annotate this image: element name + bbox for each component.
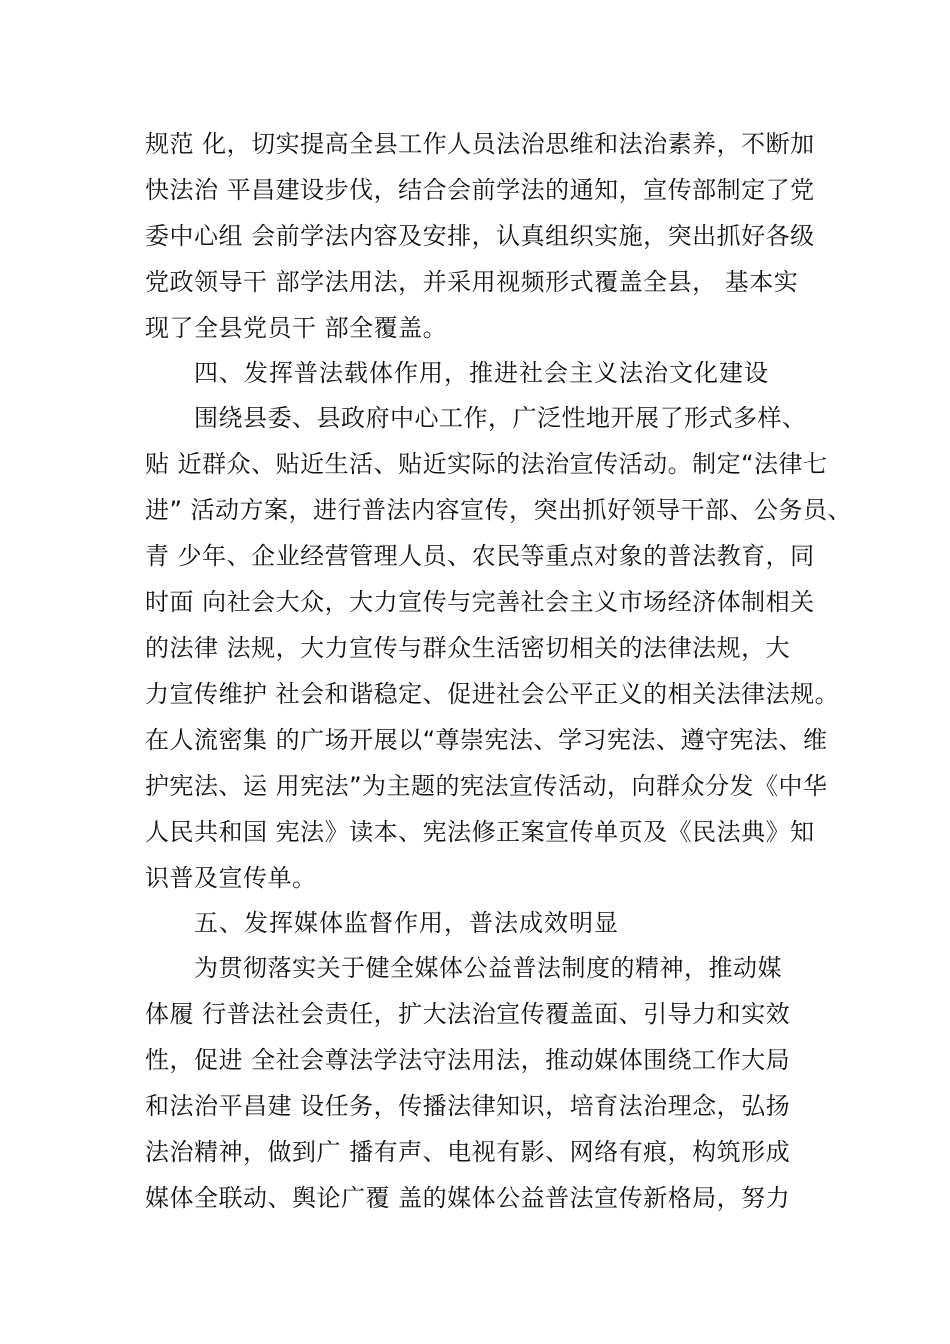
paragraph-line: 力宣传维护 社会和谐稳定、促进社会公平正义的相关法律法规。: [145, 680, 840, 708]
paragraph-line: 青 少年、企业经营管理人员、农民等重点对象的普法教育，同: [145, 542, 815, 570]
paragraph-line: 识普及宣传单。: [145, 864, 317, 892]
paragraph-line: 护宪法、运 用宪法”为主题的宪法宣传活动，向群众分发《中华: [145, 772, 828, 800]
paragraph-line: 媒体全联动、舆论广覆 盖的媒体公益普法宣传新格局，努力: [145, 1184, 791, 1212]
paragraph-line: 进” 活动方案，进行普法内容宣传，突出抓好领导干部、公务员、: [145, 496, 853, 524]
paragraph-line: 的法律 法规，大力宣传与群众生活密切相关的法律法规，大: [145, 634, 791, 662]
section-heading-5: 五、发挥媒体监督作用，普法成效明显: [194, 909, 619, 937]
paragraph-line: 围绕县委、县政府中心工作，广泛性地开展了形式多样、: [194, 404, 807, 432]
paragraph-line: 在人流密集 的广场开展以“尊崇宪法、学习宪法、遵守宪法、维: [145, 726, 828, 754]
paragraph-line: 快法治 平昌建设步伐，结合会前学法的通知，宣传部制定了党: [145, 176, 815, 204]
paragraph-line: 党政领导干 部学法用法，并采用视频形式覆盖全县， 基本实: [145, 268, 799, 296]
paragraph-line: 委中心组 会前学法内容及安排，认真组织实施，突出抓好各级: [145, 222, 815, 250]
paragraph-line: 性，促进 全社会尊法学法守法用法，推动媒体围绕工作大局: [145, 1046, 791, 1074]
paragraph-line: 时面 向社会大众，大力宣传与完善社会主义市场经济体制相关: [145, 588, 815, 616]
paragraph-line: 法治精神，做到广 播有声、电视有影、网络有痕，构筑形成: [145, 1138, 791, 1166]
paragraph-line: 贴 近群众、贴近生活、贴近实际的法治宣传活动。制定“法律七: [145, 450, 828, 478]
paragraph-line: 人民共和国 宪法》读本、宪法修正案宣传单页及《民法典》知: [145, 818, 815, 846]
paragraph-line: 规范 化，切实提高全县工作人员法治思维和法治素养，不断加: [145, 130, 815, 158]
paragraph-line: 为贯彻落实关于健全媒体公益普法制度的精神，推动媒: [194, 954, 782, 982]
paragraph-line: 和法治平昌建 设任务，传播法律知识，培育法治理念，弘扬: [145, 1092, 791, 1120]
paragraph-line: 现了全县党员干 部全覆盖。: [145, 314, 448, 342]
paragraph-line: 体履 行普法社会责任，扩大法治宣传覆盖面、引导力和实效: [145, 1000, 791, 1028]
section-heading-4: 四、发挥普法载体作用，推进社会主义法治文化建设: [194, 359, 769, 387]
